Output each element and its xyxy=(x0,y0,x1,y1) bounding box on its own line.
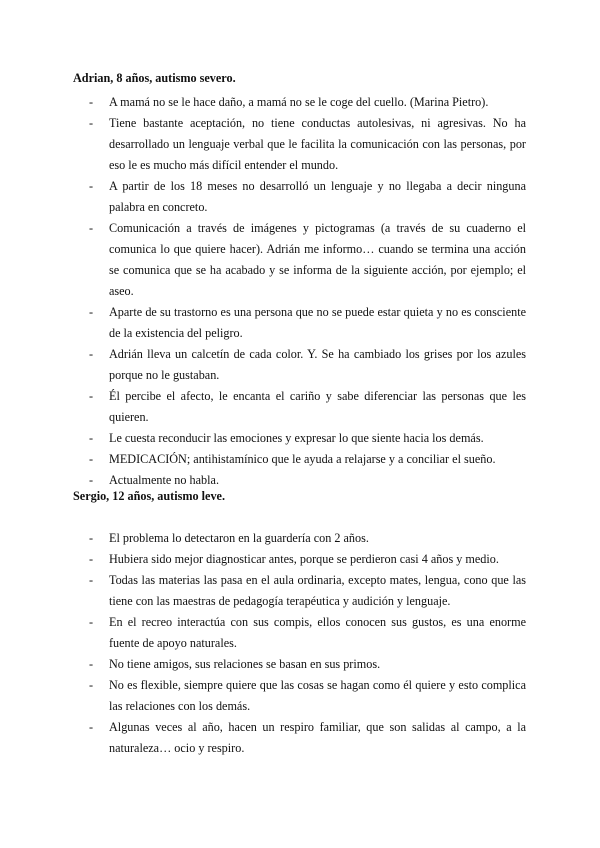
bullet-dash: - xyxy=(89,531,94,545)
bullet-dash: - xyxy=(89,431,94,445)
list-item: - A partir de los 18 meses no desarrolló un lenguaje y no llegaba a decir ninguna palabra en concreto. xyxy=(0,176,526,218)
bullet-dash: - xyxy=(89,347,94,361)
adrian-list xyxy=(0,92,526,491)
bullet-dash: - xyxy=(89,179,94,193)
list-item: - MEDICACIÓN; antihistamínico que le ayuda a relajarse y a conciliar el sueño. xyxy=(0,449,526,470)
bullet-dash: - xyxy=(89,452,94,466)
bullet-dash: - xyxy=(89,473,94,487)
bullet-dash: - xyxy=(89,389,94,403)
list-item: - Le cuesta reconducir las emociones y expresar lo que siente hacia los demás. xyxy=(0,428,526,449)
bullet-dash: - xyxy=(89,573,94,587)
section-heading-adrian: Adrian, 8 años, autismo severo. xyxy=(73,71,236,85)
list-item: - El problema lo detectaron en la guardería con 2 años. xyxy=(0,528,526,549)
list-item: - Tiene bastante aceptación, no tiene conductas autolesivas, ni agresivas. No ha desarrollado un lenguaje verbal que le facilita la comunicación con las personas, por eso le es mucho más difícil entender el mundo. xyxy=(0,113,526,176)
bullet-dash: - xyxy=(89,720,94,734)
list-item: - Él percibe el afecto, le encanta el cariño y sabe diferenciar las personas que les quieren. xyxy=(0,386,526,428)
section-heading-sergio: Sergio, 12 años, autismo leve. xyxy=(73,489,225,503)
list-item: - A mamá no se le hace daño, a mamá no se le coge del cuello. (Marina Pietro). xyxy=(0,92,526,113)
list-item: - Comunicación a través de imágenes y pictogramas (a través de su cuaderno el comunica lo que quiere hacer). Adrián me informo… cuando se termina una acción se comunica que se ha acabado y se informa de la siguiente acción, por ejemplo; el aseo. xyxy=(0,218,526,302)
bullet-dash: - xyxy=(89,552,94,566)
bullet-dash: - xyxy=(89,95,94,109)
bullet-dash: - xyxy=(89,221,94,235)
list-item: - No tiene amigos, sus relaciones se basan en sus primos. xyxy=(0,654,526,675)
list-item: - En el recreo interactúa con sus compis, ellos conocen sus gustos, es una enorme fuente de apoyo naturales. xyxy=(0,612,526,654)
list-item: - Adrián lleva un calcetín de cada color. Y. Se ha cambiado los grises por los azules porque no le gustaban. xyxy=(0,344,526,386)
list-item: - Todas las materias las pasa en el aula ordinaria, excepto mates, lengua, cono que las tiene con las maestras de pedagogía terapéutica y audición y lenguaje. xyxy=(0,570,526,612)
bullet-dash: - xyxy=(89,678,94,692)
bullet-dash: - xyxy=(89,116,94,130)
list-item: - Algunas veces al año, hacen un respiro familiar, que son salidas al campo, a la naturaleza… ocio y respiro. xyxy=(0,717,526,759)
list-item: - Actualmente no habla. xyxy=(0,470,526,491)
bullet-dash: - xyxy=(89,305,94,319)
bullet-dash: - xyxy=(89,657,94,671)
bullet-dash: - xyxy=(89,615,94,629)
list-item: - Aparte de su trastorno es una persona que no se puede estar quieta y no es consciente de la existencia del peligro. xyxy=(0,302,526,344)
list-item: - Hubiera sido mejor diagnosticar antes, porque se perdieron casi 4 años y medio. xyxy=(0,549,526,570)
list-item: - No es flexible, siempre quiere que las cosas se hagan como él quiere y esto complica las relaciones con los demás. xyxy=(0,675,526,717)
sergio-list xyxy=(0,528,526,759)
